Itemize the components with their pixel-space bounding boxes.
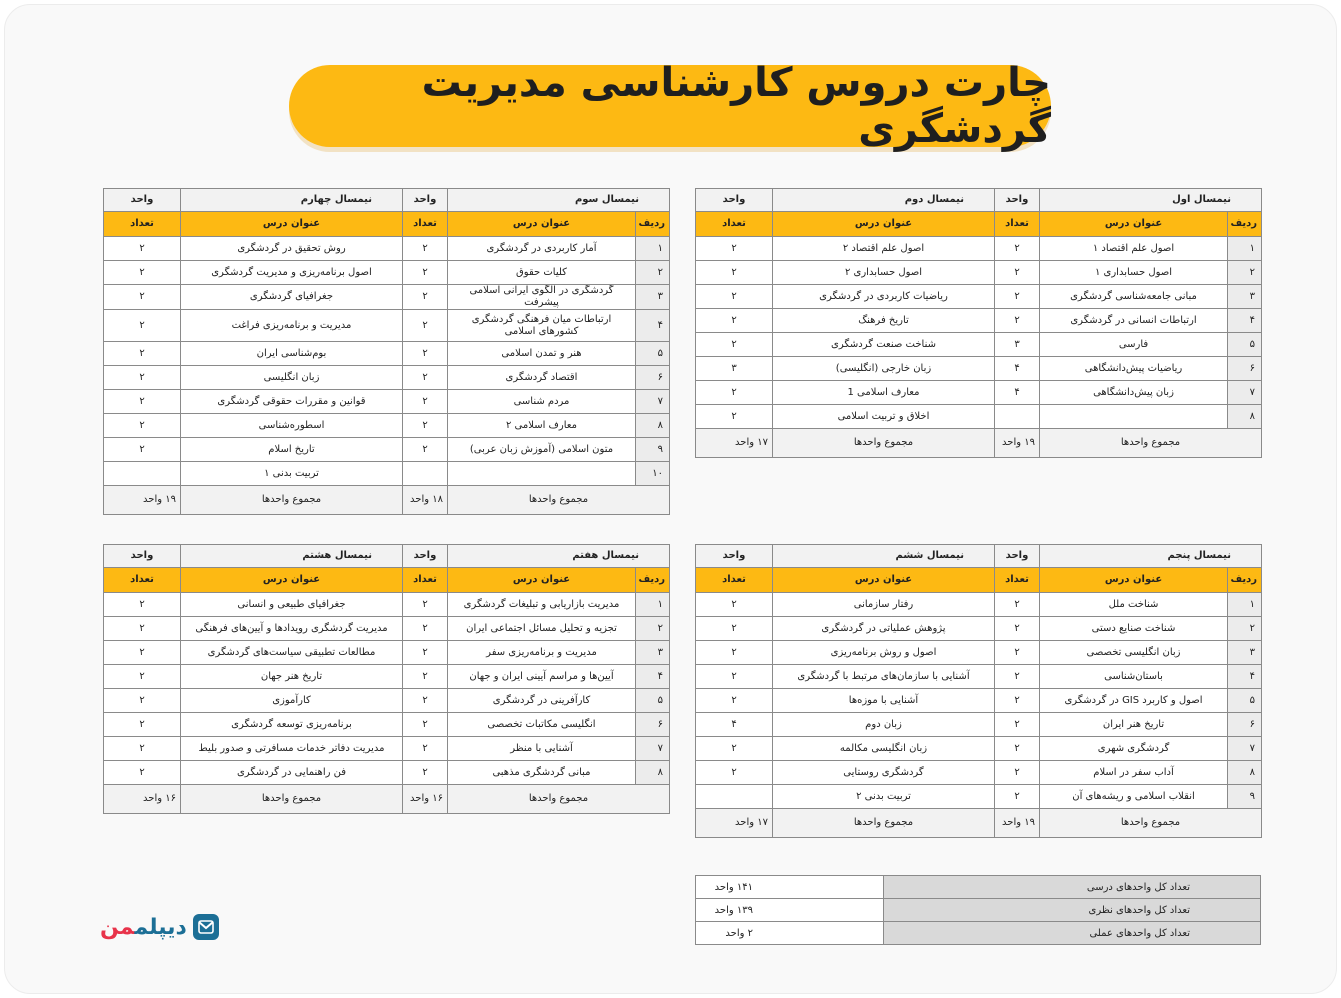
sum-units: ۱۹ واحد	[104, 486, 181, 515]
row-number: ۵	[636, 689, 670, 713]
course-units: ۴	[995, 357, 1040, 381]
total-value: ۱۴۱ واحد	[696, 876, 884, 899]
course-title: ریاضیات پیش‌دانشگاهی	[1040, 357, 1228, 381]
course-units: ۲	[696, 665, 773, 689]
row-number: ۵	[636, 342, 670, 366]
course-units: ۲	[696, 761, 773, 785]
course-title: بوم‌شناسی ایران	[181, 342, 403, 366]
course-title: کارآموزی	[181, 689, 403, 713]
row-number: ۴	[1228, 665, 1262, 689]
row-number: ۸	[636, 414, 670, 438]
course-title: اصول برنامه‌ریزی و مدیریت گردشگری	[181, 261, 403, 285]
course-title: هنر و تمدن اسلامی	[448, 342, 636, 366]
course-title: ارتباطات انسانی در گردشگری	[1040, 309, 1228, 333]
brand-logo[interactable]	[100, 911, 219, 943]
sum-units: ۱۸ واحد	[403, 486, 448, 515]
course-title: اصول و روش برنامه‌ریزی	[773, 641, 995, 665]
course-title: باستان‌شناسی	[1040, 665, 1228, 689]
total-value: ۱۳۹ واحد	[696, 899, 884, 922]
semester-name: نیمسال هشتم	[181, 545, 403, 568]
course-title: زبان خارجی (انگلیسی)	[773, 357, 995, 381]
table-row	[104, 713, 670, 737]
course-header: عنوان درس	[1040, 212, 1228, 237]
table-row	[104, 366, 670, 390]
course-units	[104, 462, 181, 486]
semester-header-row	[696, 545, 1262, 568]
course-title: قوانین و مقررات حقوقی گردشگری	[181, 390, 403, 414]
table-row	[104, 641, 670, 665]
course-title: اصول حسابداری ۱	[1040, 261, 1228, 285]
course-title: ریاضیات کاربردی در گردشگری	[773, 285, 995, 309]
sum-label: مجموع واحدها	[448, 785, 670, 814]
table-row	[696, 713, 1262, 737]
total-label: تعداد کل واحدهای عملی	[884, 922, 1261, 945]
course-title: تربیت بدنی ۲	[773, 785, 995, 809]
course-units: ۴	[696, 713, 773, 737]
row-number: ۴	[636, 665, 670, 689]
table-row	[696, 285, 1262, 309]
course-units: ۲	[104, 285, 181, 310]
course-title: زبان پیش‌دانشگاهی	[1040, 381, 1228, 405]
sum-label: مجموع واحدها	[1040, 809, 1262, 838]
course-title: شناخت ملل	[1040, 593, 1228, 617]
course-units: ۲	[403, 593, 448, 617]
course-units: ۲	[104, 438, 181, 462]
table-row	[696, 665, 1262, 689]
course-title: معارف اسلامی ۲	[448, 414, 636, 438]
count-header: تعداد	[104, 568, 181, 593]
semester-name: نیمسال سوم	[448, 189, 670, 212]
semester-name: نیمسال چهارم	[181, 189, 403, 212]
course-units: ۲	[403, 261, 448, 285]
row-number: ۳	[1228, 641, 1262, 665]
course-units: ۲	[403, 713, 448, 737]
course-units: ۲	[104, 366, 181, 390]
row-number: ۳	[1228, 285, 1262, 309]
course-units: ۲	[104, 761, 181, 785]
sum-units: ۱۷ واحد	[696, 429, 773, 458]
table-row	[696, 237, 1262, 261]
semester-header-row	[696, 189, 1262, 212]
course-units: ۲	[995, 761, 1040, 785]
course-title: کلیات حقوق	[448, 261, 636, 285]
course-units: ۲	[104, 261, 181, 285]
table-row	[104, 342, 670, 366]
course-units: ۳	[995, 333, 1040, 357]
table-row	[696, 261, 1262, 285]
column-header-row	[104, 212, 670, 237]
count-header: تعداد	[995, 568, 1040, 593]
course-title: تاریخ هنر ایران	[1040, 713, 1228, 737]
course-units: ۲	[696, 381, 773, 405]
row-number: ۱	[1228, 237, 1262, 261]
table-row	[696, 617, 1262, 641]
unit-header: واحد	[696, 189, 773, 212]
course-units: ۲	[696, 285, 773, 309]
semester-header-row	[104, 545, 670, 568]
course-header: عنوان درس	[448, 568, 636, 593]
table-row	[696, 737, 1262, 761]
course-units: ۲	[104, 390, 181, 414]
course-units: ۲	[696, 593, 773, 617]
table-row	[696, 309, 1262, 333]
course-units: ۲	[104, 689, 181, 713]
course-title: مطالعات تطبیقی سیاست‌های گردشگری	[181, 641, 403, 665]
course-units	[995, 405, 1040, 429]
course-units: ۲	[403, 366, 448, 390]
course-title: تاریخ هنر جهان	[181, 665, 403, 689]
course-title: اصول علم اقتصاد ۱	[1040, 237, 1228, 261]
course-units: ۴	[995, 381, 1040, 405]
sum-label: مجموع واحدها	[773, 809, 995, 838]
course-title: رفتار سازمانی	[773, 593, 995, 617]
row-number: ۶	[1228, 713, 1262, 737]
row-number: ۶	[1228, 357, 1262, 381]
course-title: آمار کاربردی در گردشگری	[448, 237, 636, 261]
course-title: معارف اسلامی 1	[773, 381, 995, 405]
course-units: ۲	[104, 237, 181, 261]
table-row	[104, 285, 670, 310]
course-units: ۲	[403, 390, 448, 414]
course-units: ۲	[104, 665, 181, 689]
course-units: ۲	[403, 342, 448, 366]
sum-row	[696, 429, 1262, 458]
course-units: ۲	[696, 333, 773, 357]
course-units: ۲	[104, 342, 181, 366]
course-title: انگلیسی مکاتبات تخصصی	[448, 713, 636, 737]
course-title: اسطوره‌شناسی	[181, 414, 403, 438]
row-number: ۱	[636, 593, 670, 617]
row-number: ۵	[1228, 689, 1262, 713]
course-title: اخلاق و تربیت اسلامی	[773, 405, 995, 429]
course-title: مدیریت و برنامه‌ریزی فراغت	[181, 310, 403, 342]
page-title-banner	[289, 60, 1051, 152]
table-row	[696, 405, 1262, 429]
sum-units: ۱۷ واحد	[696, 809, 773, 838]
course-units: ۲	[696, 309, 773, 333]
total-units-table	[695, 875, 1261, 945]
total-value: ۲ واحد	[696, 922, 884, 945]
row-number: ۳	[636, 285, 670, 310]
row-number: ۴	[1228, 309, 1262, 333]
course-units: ۲	[104, 713, 181, 737]
course-units: ۲	[104, 617, 181, 641]
semester-name: نیمسال هفتم	[448, 545, 670, 568]
course-title	[1040, 405, 1228, 429]
course-title: زبان انگلیسی تخصصی	[1040, 641, 1228, 665]
course-units: ۲	[104, 593, 181, 617]
table-row	[104, 665, 670, 689]
course-title: گردشگری شهری	[1040, 737, 1228, 761]
course-title: فارسی	[1040, 333, 1228, 357]
count-header: تعداد	[995, 212, 1040, 237]
course-title: شناخت صنعت گردشگری	[773, 333, 995, 357]
sum-units: ۱۹ واحد	[995, 429, 1040, 458]
course-header: عنوان درس	[1040, 568, 1228, 593]
course-units: ۲	[403, 285, 448, 310]
brand-logo-text-a: من	[100, 914, 135, 940]
course-units	[403, 462, 448, 486]
course-title: فن راهنمایی در گردشگری	[181, 761, 403, 785]
column-header-row	[696, 568, 1262, 593]
table-row	[696, 761, 1262, 785]
course-title: زبان انگلیسی	[181, 366, 403, 390]
course-title: آشنایی با موزه‌ها	[773, 689, 995, 713]
course-units: ۲	[995, 641, 1040, 665]
course-units: ۲	[403, 689, 448, 713]
total-row	[696, 899, 1261, 922]
course-units: ۲	[995, 261, 1040, 285]
course-units: ۲	[696, 261, 773, 285]
course-units: ۲	[995, 285, 1040, 309]
unit-header: واحد	[104, 189, 181, 212]
course-units: ۲	[104, 641, 181, 665]
course-title: شناخت صنایع دستی	[1040, 617, 1228, 641]
course-header: عنوان درس	[773, 568, 995, 593]
table-row	[696, 357, 1262, 381]
sum-units: ۱۹ واحد	[995, 809, 1040, 838]
page-title: چارت دروس کارشناسی مدیریت گردشگری	[421, 60, 1051, 152]
course-header: عنوان درس	[773, 212, 995, 237]
course-title: تربیت بدنی ۱	[181, 462, 403, 486]
course-units: ۲	[696, 737, 773, 761]
table-row	[696, 785, 1262, 809]
sum-label: مجموع واحدها	[1040, 429, 1262, 458]
row-number: ۷	[1228, 737, 1262, 761]
row-number: ۵	[1228, 333, 1262, 357]
course-title: اقتصاد گردشگری	[448, 366, 636, 390]
course-units: ۲	[995, 689, 1040, 713]
row-number: ۳	[636, 641, 670, 665]
row-number: ۸	[1228, 761, 1262, 785]
course-title: آداب سفر در اسلام	[1040, 761, 1228, 785]
table-row	[104, 617, 670, 641]
course-title: گردشگری در الگوی ایرانی اسلامی پیشرفت	[448, 285, 636, 310]
course-units: ۲	[403, 761, 448, 785]
course-units: ۲	[403, 617, 448, 641]
row-number: ۷	[636, 737, 670, 761]
row-header: ردیف	[636, 212, 670, 237]
course-title: تجزیه و تحلیل مسائل اجتماعی ایران	[448, 617, 636, 641]
table-row	[696, 333, 1262, 357]
course-title: برنامه‌ریزی توسعه گردشگری	[181, 713, 403, 737]
course-title: تاریخ اسلام	[181, 438, 403, 462]
unit-header: واحد	[104, 545, 181, 568]
course-units: ۲	[995, 785, 1040, 809]
semester-name: نیمسال پنجم	[1040, 545, 1262, 568]
count-header: تعداد	[696, 568, 773, 593]
course-units: ۲	[403, 641, 448, 665]
course-units: ۲	[696, 405, 773, 429]
table-row	[104, 261, 670, 285]
unit-header: واحد	[696, 545, 773, 568]
course-title: انقلاب اسلامی و ریشه‌های آن	[1040, 785, 1228, 809]
semesters-3-4-table	[103, 188, 670, 515]
sum-label: مجموع واحدها	[181, 486, 403, 515]
course-units: ۲	[696, 237, 773, 261]
course-units	[696, 785, 773, 809]
row-number: ۶	[636, 366, 670, 390]
course-units: ۲	[403, 414, 448, 438]
table-row	[696, 381, 1262, 405]
course-title: کارآفرینی در گردشگری	[448, 689, 636, 713]
course-title: تاریخ فرهنگ	[773, 309, 995, 333]
course-title: آشنایی با سازمان‌های مرتبط با گردشگری	[773, 665, 995, 689]
sum-label: مجموع واحدها	[773, 429, 995, 458]
course-header: عنوان درس	[181, 212, 403, 237]
table-row	[104, 593, 670, 617]
unit-header: واحد	[403, 189, 448, 212]
count-header: تعداد	[696, 212, 773, 237]
table-row	[104, 390, 670, 414]
row-number: ۱	[1228, 593, 1262, 617]
semesters-7-8-table	[103, 544, 670, 814]
course-title: اصول و کاربرد GIS در گردشگری	[1040, 689, 1228, 713]
row-number: ۷	[1228, 381, 1262, 405]
row-number: ۹	[1228, 785, 1262, 809]
row-number: ۸	[636, 761, 670, 785]
course-title: مدیریت و برنامه‌ریزی سفر	[448, 641, 636, 665]
course-title: مدیریت گردشگری رویدادها و آیین‌های فرهنگی	[181, 617, 403, 641]
count-header: تعداد	[403, 212, 448, 237]
count-header: تعداد	[403, 568, 448, 593]
table-row	[104, 310, 670, 342]
semester-name: نیمسال اول	[1040, 189, 1262, 212]
table-row	[104, 414, 670, 438]
brand-mail-icon	[193, 914, 219, 940]
table-row	[104, 689, 670, 713]
sum-units: ۱۶ واحد	[104, 785, 181, 814]
column-header-row	[696, 212, 1262, 237]
course-title: آشنایی با منظر	[448, 737, 636, 761]
total-row	[696, 876, 1261, 899]
total-row	[696, 922, 1261, 945]
sum-row	[104, 486, 670, 515]
table-row	[104, 462, 670, 486]
row-number: ۶	[636, 713, 670, 737]
course-title: اصول علم اقتصاد ۲	[773, 237, 995, 261]
course-title: زبان انگلیسی مکالمه	[773, 737, 995, 761]
course-header: عنوان درس	[181, 568, 403, 593]
course-units: ۲	[995, 665, 1040, 689]
course-units: ۲	[104, 414, 181, 438]
row-number: ۲	[636, 617, 670, 641]
course-units: ۲	[696, 689, 773, 713]
course-units: ۳	[696, 357, 773, 381]
row-number: ۴	[636, 310, 670, 342]
brand-logo-text	[100, 915, 187, 940]
row-number: ۸	[1228, 405, 1262, 429]
total-label: تعداد کل واحدهای نظری	[884, 899, 1261, 922]
row-number: ۲	[1228, 261, 1262, 285]
course-title: گردشگری روستایی	[773, 761, 995, 785]
semester-name: نیمسال دوم	[773, 189, 995, 212]
unit-header: واحد	[995, 189, 1040, 212]
course-units: ۲	[403, 438, 448, 462]
course-title: مردم شناسی	[448, 390, 636, 414]
course-title: مدیریت دفاتر خدمات مسافرتی و صدور بلیط	[181, 737, 403, 761]
course-units: ۲	[403, 665, 448, 689]
course-title: آیین‌ها و مراسم آیینی ایران و جهان	[448, 665, 636, 689]
semesters-1-2-table	[695, 188, 1262, 458]
row-header: ردیف	[1228, 568, 1262, 593]
semester-name: نیمسال ششم	[773, 545, 995, 568]
row-number: ۷	[636, 390, 670, 414]
course-units: ۲	[995, 593, 1040, 617]
course-units: ۲	[995, 237, 1040, 261]
course-title: ارتباطات میان فرهنگی گردشگری کشورهای اسلامی	[448, 310, 636, 342]
course-units: ۲	[995, 309, 1040, 333]
row-number: ۱۰	[636, 462, 670, 486]
course-units: ۲	[696, 617, 773, 641]
unit-header: واحد	[403, 545, 448, 568]
row-number: ۲	[636, 261, 670, 285]
course-units: ۲	[104, 737, 181, 761]
sum-units: ۱۶ واحد	[403, 785, 448, 814]
course-title: اصول حسابداری ۲	[773, 261, 995, 285]
row-header: ردیف	[1228, 212, 1262, 237]
course-title: مبانی گردشگری مذهبی	[448, 761, 636, 785]
table-row	[696, 593, 1262, 617]
table-row	[696, 641, 1262, 665]
course-units: ۲	[403, 737, 448, 761]
sum-label: مجموع واحدها	[448, 486, 670, 515]
course-units: ۲	[403, 237, 448, 261]
course-title	[448, 462, 636, 486]
course-title: زبان دوم	[773, 713, 995, 737]
course-units: ۲	[995, 737, 1040, 761]
sum-label: مجموع واحدها	[181, 785, 403, 814]
row-number: ۱	[636, 237, 670, 261]
course-title: جغرافیای طبیعی و انسانی	[181, 593, 403, 617]
course-units: ۲	[995, 713, 1040, 737]
sum-row	[104, 785, 670, 814]
course-title: متون اسلامی (آموزش زبان عربی)	[448, 438, 636, 462]
row-header: ردیف	[636, 568, 670, 593]
table-row	[104, 761, 670, 785]
column-header-row	[104, 568, 670, 593]
course-units: ۲	[403, 310, 448, 342]
brand-logo-text-b: دیپلم	[134, 914, 187, 940]
course-units: ۲	[995, 617, 1040, 641]
course-title: مدیریت بازاریابی و تبلیغات گردشگری	[448, 593, 636, 617]
sum-row	[696, 809, 1262, 838]
table-row	[104, 237, 670, 261]
semester-header-row	[104, 189, 670, 212]
course-title: روش تحقیق در گردشگری	[181, 237, 403, 261]
total-label: تعداد کل واحدهای درسی	[884, 876, 1261, 899]
course-header: عنوان درس	[448, 212, 636, 237]
table-row	[696, 689, 1262, 713]
table-row	[104, 737, 670, 761]
course-title: پژوهش عملیاتی در گردشگری	[773, 617, 995, 641]
semesters-5-6-table	[695, 544, 1262, 838]
course-title: جغرافیای گردشگری	[181, 285, 403, 310]
row-number: ۹	[636, 438, 670, 462]
course-units: ۲	[104, 310, 181, 342]
course-units: ۲	[696, 641, 773, 665]
row-number: ۲	[1228, 617, 1262, 641]
unit-header: واحد	[995, 545, 1040, 568]
course-title: مبانی جامعه‌شناسی گردشگری	[1040, 285, 1228, 309]
count-header: تعداد	[104, 212, 181, 237]
table-row	[104, 438, 670, 462]
